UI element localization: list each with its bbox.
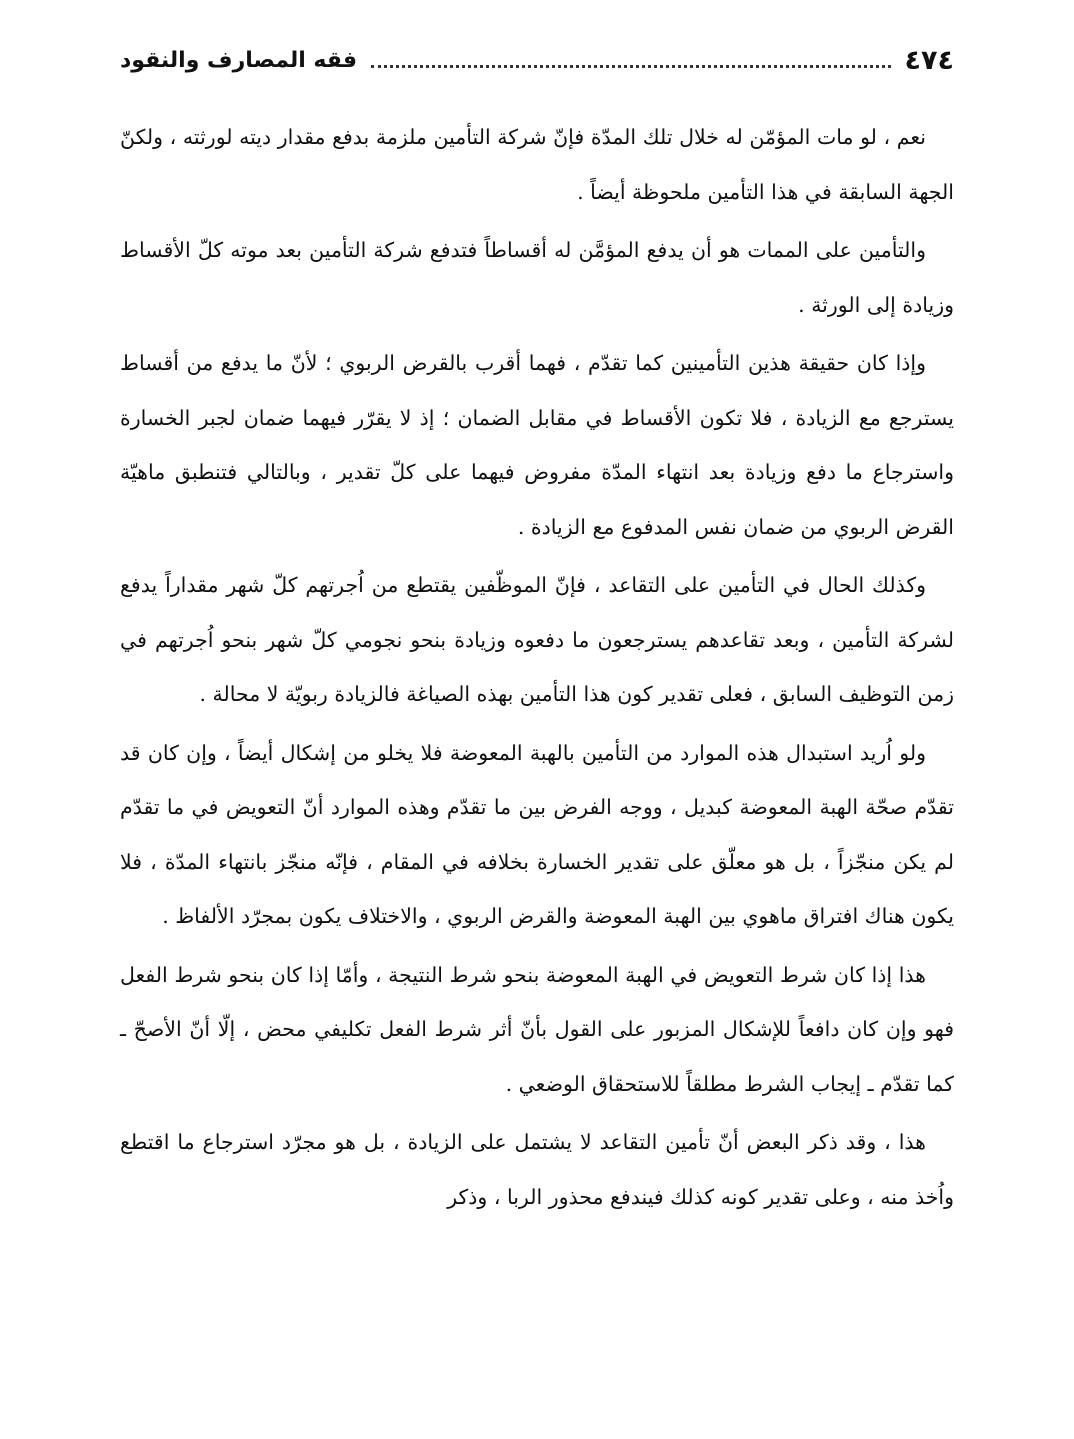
running-title: فقه المصارف والنقود	[120, 47, 357, 73]
paragraph-3: وإذا كان حقيقة هذين التأمينين كما تقدّم ، فهما أقرب بالقرض الربوي ؛ لأنّ ما يدفع من أقساط يسترجع مع الزيادة ، فلا تكون الأقساط في مقابل الضمان ؛ إذ لا يقرّر فيهما ضمان لجبر الخسارة واسترجاع ما دفع وزيادة بعد انتهاء المدّة مفروض فيهما على كلّ تقدير ، وبالتالي فتنطبق ماهيّة القرض الربوي من ضمان نفس المدفوع مع الزيادة .	[120, 351, 954, 539]
paragraph-7: هذا ، وقد ذكر البعض أنّ تأمين التقاعد لا يشتمل على الزيادة ، بل هو مجرّد استرجاع ما اقتطع واُخذ منه ، وعلى تقدير كونه كذلك فيندفع محذور الربا ، وذكر	[120, 1130, 954, 1209]
page-number: ٤٧٤	[904, 44, 954, 76]
paragraph-2: والتأمين على الممات هو أن يدفع المؤمَّن له أقساطاً فتدفع شركة التأمين بعد موته كلّ الأقساط وزيادة إلى الورثة .	[120, 238, 954, 317]
paragraph-4: وكذلك الحال في التأمين على التقاعد ، فإنّ الموظّفين يقتطع من اُجرتهم كلّ شهر مقداراً يدفع لشركة التأمين ، وبعد تقاعدهم يسترجعون ما دفعوه وزيادة بنحو نجومي كلّ شهر بنحو اُجرتهم في زمن التوظيف السابق ، فعلى تقدير كون هذا التأمين بهذه الصياغة فالزيادة ربويّة لا محالة .	[120, 573, 954, 706]
body-text	[120, 110, 954, 1419]
page-header	[120, 38, 954, 82]
header-dotted-leader	[371, 65, 891, 68]
paragraph-5: ولو اُريد استبدال هذه الموارد من التأمين بالهبة المعوضة فلا يخلو من إشكال أيضاً ، وإن كان قد تقدّم صحّة الهبة المعوضة كبديل ، ووجه الفرض بين ما تقدّم وهذه الموارد أنّ التعويض في ما تقدّم لم يكن منجّزاً ، بل هو معلّق على تقدير الخسارة بخلافه في المقام ، فإنّه منجّز بانتهاء المدّة ، فلا يكون هناك افتراق ماهوي بين الهبة المعوضة والقرض الربوي ، والاختلاف يكون بمجرّد الألفاظ .	[120, 740, 954, 928]
paragraph-1: نعم ، لو مات المؤمّن له خلال تلك المدّة فإنّ شركة التأمين ملزمة بدفع مقدار ديته لورثته ، ولكنّ الجهة السابقة في هذا التأمين ملحوظة أيضاً .	[120, 125, 954, 204]
paragraph-6: هذا إذا كان شرط التعويض في الهبة المعوضة بنحو شرط النتيجة ، وأمّا إذا كان بنحو شرط الفعل فهو وإن كان دافعاً للإشكال المزبور على القول بأنّ أثر شرط الفعل تكليفي محض ، إلّا أنّ الأصحّ ـ كما تقدّم ـ إيجاب الشرط مطلقاً للاستحقاق الوضعي .	[120, 962, 954, 1096]
